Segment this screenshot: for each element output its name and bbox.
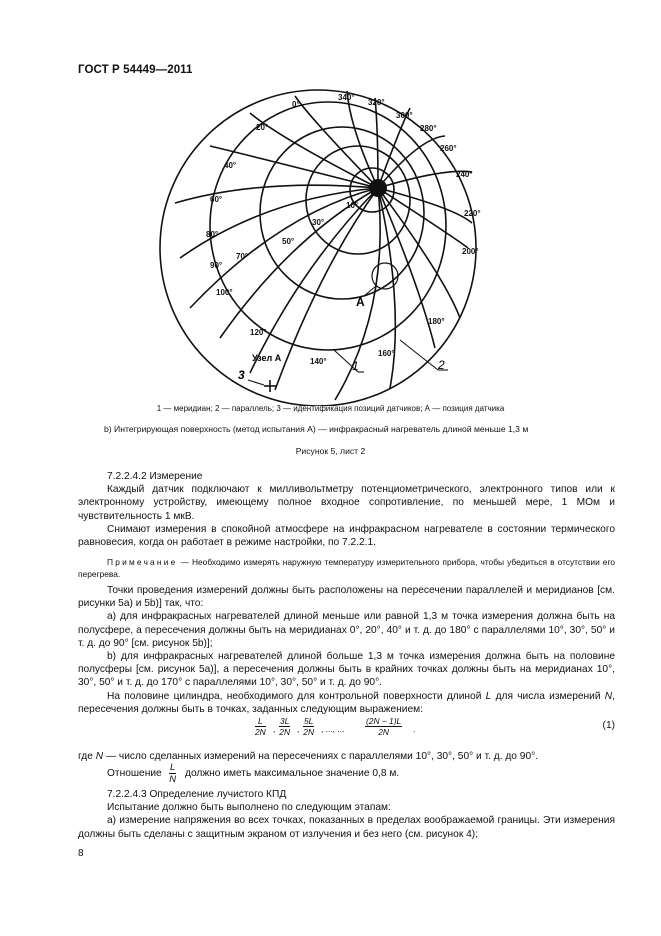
meridian-label: 0° xyxy=(292,100,300,109)
formula-1: $\frac{L}{2N}$ , $\frac{3L}{2N}$ , $\frac{5L}{2N}$ , ..., ... $\frac{(2N - 1)L}{2N}$ . (1) xyxy=(255,716,615,737)
node-label: Узел А xyxy=(252,353,282,363)
section-heading: 7.2.2.4.2 Измерение xyxy=(107,471,203,482)
list-item: b) для инфракрасных нагревателей длиной больше 1,3 м точка измерения должна быть на половине полусферы [см. рисунок 5a)], а пересечения должны быть в крайних точках должны быть на меридианах 10°, 30°, 50° и т. д. до 170° с параллелями 10°, 30°, 50° и т. д. до 90°. xyxy=(78,651,615,689)
meridian-label: 200° xyxy=(462,247,479,256)
paragraph: Каждый датчик подключают к милливольтметру потенциометрического, электронного типов или к электронному устройству, имеющему полное входное сопротивление, по меньшей мере, 1 МОм и чувствительность 1 мкВ. xyxy=(78,484,615,522)
sensor-cross-icon xyxy=(264,380,276,392)
paragraph: На половине цилиндра, необходимого для контрольной поверхности длиной L для числа измерений N, пересечения должны быть в точках, заданных следующим выражением: xyxy=(78,690,615,715)
meridian-label: 120° xyxy=(250,328,267,337)
section-points xyxy=(78,584,615,716)
section-heading: 7.2.2.4.3 Определение лучистого КПД xyxy=(107,789,287,800)
fraction: $\frac{3L}{2N}$ xyxy=(279,716,291,737)
ratio-fraction: $\frac{L}{N}$ xyxy=(169,762,177,785)
meridian-labels xyxy=(206,93,481,366)
meridian-label: 20° xyxy=(256,123,269,132)
document-number: ГОСТ Р 54449—2011 xyxy=(78,64,193,76)
sensor-position-label: А xyxy=(356,295,365,309)
meridian-label: 100° xyxy=(216,288,233,297)
equation-number: (1) xyxy=(602,720,615,731)
meridian-label: 160° xyxy=(378,349,395,358)
meridian-label: 40° xyxy=(224,161,237,170)
meridian-label: 90° xyxy=(210,261,223,270)
pole-point xyxy=(369,179,387,197)
figure-caption-b: b) Интегрирующая поверхность (метод испытания А) — инфракрасный нагреватель длиной меньше 1,3 м xyxy=(104,424,529,434)
section-measurement xyxy=(78,470,615,549)
page-number: 8 xyxy=(78,848,84,859)
paragraph: Испытание должно быть выполнено по следующим этапам: xyxy=(107,802,391,814)
meridian-label: 60° xyxy=(210,195,223,204)
ratio-line: Отношение $\frac{L}{N}$ должно иметь максимальное значение 0,8 м. xyxy=(107,762,400,785)
callout-sensor-id: 3 xyxy=(238,368,245,382)
figure-legend: 1 — меридиан; 2 — параллель; 3 — идентификация позиций датчиков; А — позиция датчика xyxy=(156,404,505,413)
meridian-label: 180° xyxy=(428,317,445,326)
figure-title: Рисунок 5, лист 2 xyxy=(295,446,366,456)
note xyxy=(78,556,615,580)
callout-meridian: 1 xyxy=(352,359,359,373)
meridian-label: 240° xyxy=(456,170,473,179)
meridian-label: 80° xyxy=(206,230,219,239)
fraction: $\frac{(2N - 1)L}{2N}$ xyxy=(366,716,402,737)
parallel-label: 50° xyxy=(282,237,295,246)
parallel-label: 70° xyxy=(236,252,249,261)
list-item: a) измерение напряжения во всех точках, показанных в пределах воображаемой границы. Эти измерения должны быть сделаны с защитным экраном от излучения и без него (см. рисунок 4); xyxy=(78,815,615,840)
hemisphere-diagram xyxy=(60,88,580,406)
note-text: — Необходимо измерять наружную температуру измерительного прибора, чтобы убедиться в отсутствии его перегрева. xyxy=(78,557,615,579)
parallel-70 xyxy=(210,102,446,350)
meridian-label: 280° xyxy=(420,124,437,133)
parallel-label: 10° xyxy=(346,201,359,210)
section-efficiency xyxy=(78,788,615,841)
list-item: a) для инфракрасных нагревателей длиной меньше или равной 1,3 м точка измерения должна быть на полусфере, а пересечения должны быть на меридианах 0°, 20°, 40° и т. д. до 180° с параллелями 10°, 30°, 50° и т. д. до 90° [см. рисунок 5b)]; xyxy=(78,611,615,649)
callout-parallel: 2 xyxy=(438,358,445,372)
fraction: $\frac{L}{2N}$ xyxy=(255,716,266,737)
meridian-label: 140° xyxy=(310,357,327,366)
meridian-label: 300° xyxy=(396,111,413,120)
paragraph: Снимают измерения в спокойной атмосфере на инфракрасном нагревателе в состоянии термического равновесия, когда он работает в режиме настройки, по 7.2.2.1. xyxy=(78,523,615,549)
sensor-position-circle xyxy=(372,263,398,289)
meridian-label: 220° xyxy=(464,209,481,218)
parallel-50 xyxy=(260,127,424,299)
meridian-label: 320° xyxy=(368,98,385,107)
paragraph: Точки проведения измерений должны быть расположены на пересечении параллелей и меридианов [см. рисунки 5a) и 5b)] так, что: xyxy=(78,585,615,610)
meridian-label: 340° xyxy=(338,93,355,102)
formula-separator: , ..., ... xyxy=(321,724,345,734)
note-label: Примечание xyxy=(107,557,178,567)
meridian-label: 260° xyxy=(440,144,457,153)
fraction: $\frac{5L}{2N}$ xyxy=(303,716,315,737)
parallel-label: 30° xyxy=(312,218,325,227)
where-clause: где N — число сделанных измерений на пересечениях с параллелями 10°, 30°, 50° и т. д. до 90°. xyxy=(78,751,539,762)
